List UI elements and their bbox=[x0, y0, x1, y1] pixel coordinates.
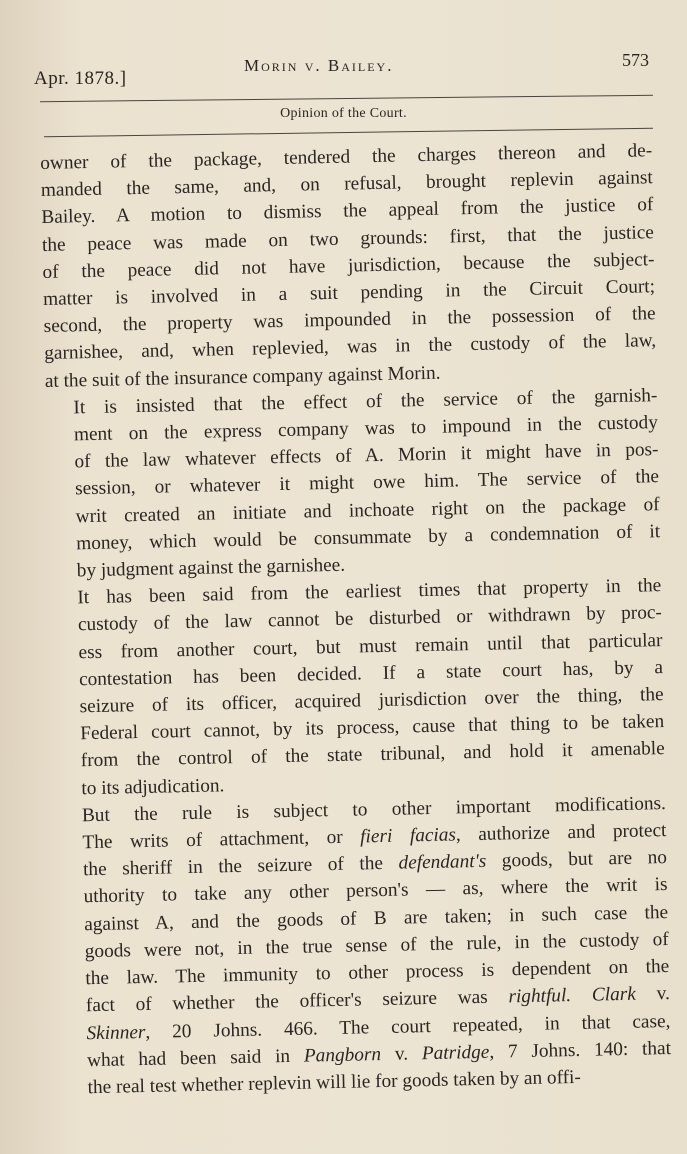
text-line: money, which would be consummate by a condemnation of it bbox=[76, 520, 661, 555]
text-line: ess from another court, but must remain until that particular bbox=[78, 629, 663, 663]
header-case-title: Morin v. Bailey. bbox=[244, 56, 394, 75]
text-line: The writs of attachment, or fieri facias, authorize and protect bbox=[82, 820, 667, 854]
text-line: from the control of the state tribunal, and hold it amenable bbox=[80, 738, 665, 772]
header-date: Apr. 1878.] bbox=[34, 68, 127, 89]
paragraph bbox=[49, 572, 665, 802]
text-line: matter is involved in a suit pending in the Circuit Court; bbox=[42, 276, 656, 310]
text-line: manded the same, and, on refusal, brought replevin against bbox=[40, 167, 653, 202]
section-label: Opinion of the Court. bbox=[280, 106, 407, 121]
text-line: It has been said from the earliest times that property in the bbox=[77, 575, 662, 609]
text-line: custody of the law cannot be disturbed or withdrawn by proc- bbox=[77, 602, 663, 636]
text-line: writ created an initiate and inchoate right on the package of bbox=[75, 493, 660, 527]
text-line: of the peace did not have jurisdiction, because the subject- bbox=[42, 248, 655, 283]
paragraph bbox=[54, 790, 672, 1102]
text-line: owner of the package, tendered the charges thereon and de- bbox=[40, 140, 653, 174]
paragraph bbox=[45, 382, 661, 585]
text-line: the real test whether replevin will lie for goods taken by an offi- bbox=[87, 1066, 582, 1099]
text-line: Bailey. A motion to dismiss the appeal from the justice of bbox=[41, 194, 654, 229]
text-line: second, the property was impounded in the possession of the bbox=[43, 303, 656, 338]
page-number: 573 bbox=[622, 50, 649, 70]
text-line: at the suit of the insurance company against Morin. bbox=[44, 362, 441, 392]
text-line: by judgment against the garnishee. bbox=[76, 554, 346, 582]
text-line: uthority to take any other person's — as, where the writ is bbox=[83, 874, 668, 908]
text-line: garnishee, and, when replevied, was in the custody of the law, bbox=[44, 330, 657, 365]
text-line: what had been said in Pangborn v. Patridge, 7 Johns. 140: that bbox=[86, 1037, 672, 1071]
header-rule-bottom bbox=[44, 128, 653, 138]
text-line: Federal court cannot, by its process, cause that thing to be taken bbox=[80, 711, 665, 745]
text-line: the law. The immunity to other process is dependent on the bbox=[85, 956, 670, 990]
text-line: the sheriff in the seizure of the defendant's goods, but are no bbox=[82, 847, 668, 881]
text-line: seizure of its officer, acquired jurisdiction over the thing, the bbox=[79, 684, 664, 718]
text-line: Skinner, 20 Johns. 466. The court repeated, in that case, bbox=[86, 1010, 671, 1044]
text-line: fact of whether the officer's seizure was rightful. Clark v. bbox=[85, 983, 671, 1017]
text-line: goods were not, in the true sense of the rule, in the custody of bbox=[84, 928, 669, 963]
text-line: of the law whatever effects of A. Morin it might have in pos- bbox=[74, 439, 659, 473]
text-line: session, or whatever it might owe him. The service of the bbox=[74, 466, 660, 500]
running-head bbox=[34, 50, 649, 90]
text-line: contestation has been decided. If a state court has, by a bbox=[78, 656, 664, 691]
text-line: to its adjudication. bbox=[81, 774, 225, 799]
opinion-body bbox=[40, 137, 672, 1102]
header-rule-top bbox=[40, 95, 653, 102]
text-line: ment on the express company was to impound in the custody bbox=[73, 412, 659, 446]
text-line: But the rule is subject to other important modifications. bbox=[81, 792, 667, 827]
paragraph bbox=[40, 137, 657, 395]
text-line: against A, and the goods of B are taken; in such case the bbox=[84, 901, 669, 935]
text-line: the peace was made on two grounds: first, that the justice bbox=[41, 221, 655, 256]
text-line: It is insisted that the effect of the service of the garnish- bbox=[73, 384, 658, 419]
